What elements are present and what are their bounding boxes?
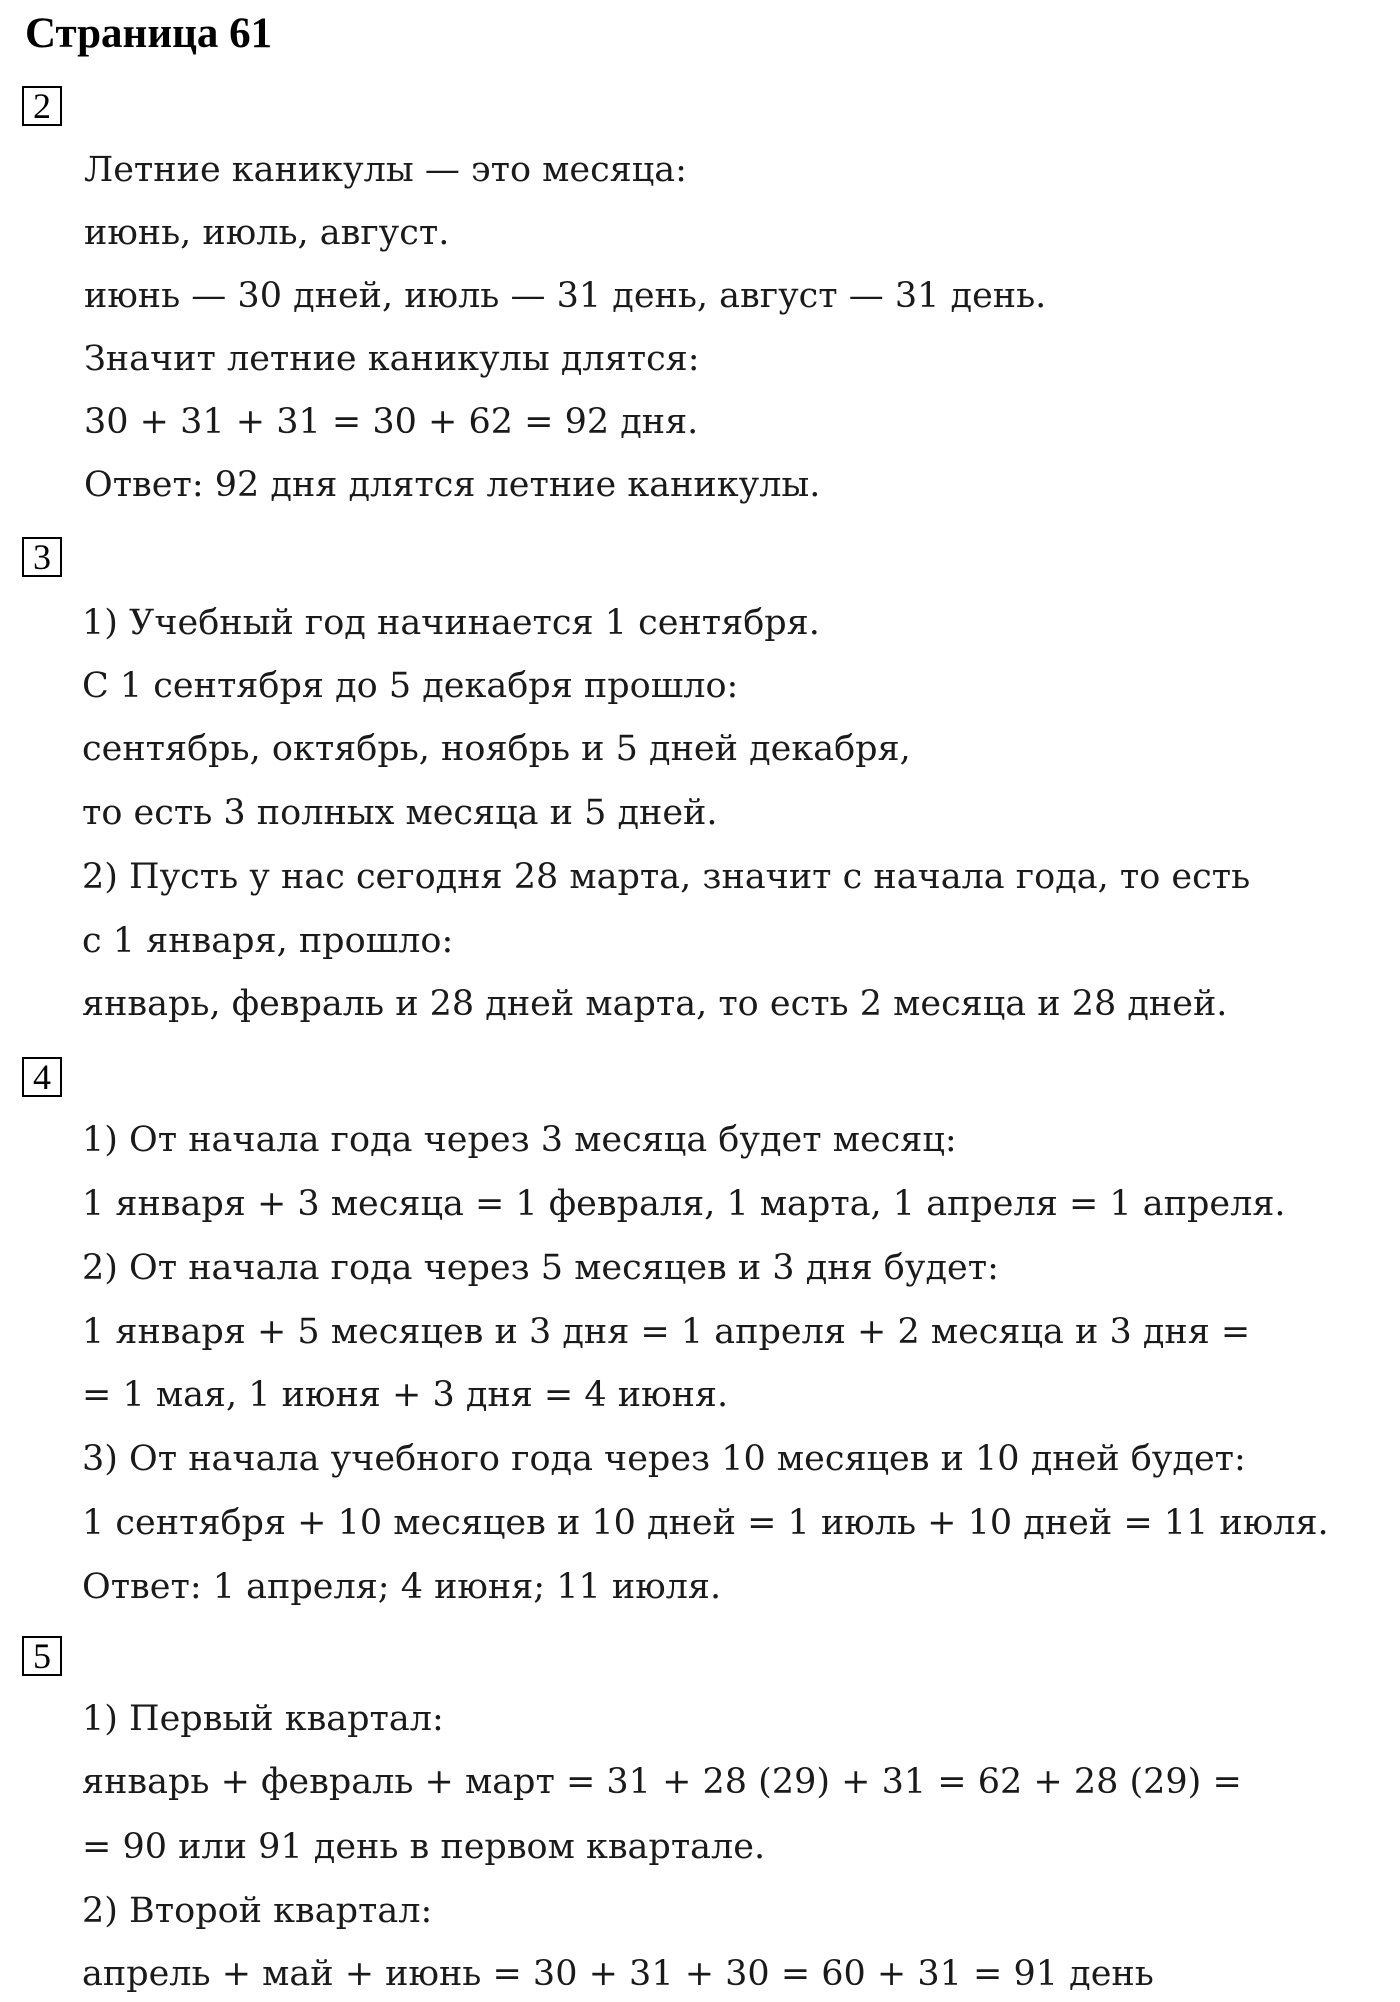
text-line: Ответ: 1 апреля; 4 июня; 11 июля.	[82, 1567, 722, 1607]
page-title: Страница 61	[25, 10, 273, 57]
text-line: 3) От начала учебного года через 10 месяцев и 10 дней будет:	[82, 1439, 1246, 1479]
text-line: = 1 мая, 1 июня + 3 дня = 4 июня.	[82, 1375, 729, 1415]
task-number-box: 4	[22, 1057, 62, 1097]
text-line: 1 января + 5 месяцев и 3 дня = 1 апреля + 2 месяца и 3 дня =	[82, 1312, 1251, 1352]
text-line: 1) Учебный год начинается 1 сентября.	[82, 603, 820, 643]
task-number-box: 5	[22, 1636, 62, 1676]
text-line: 1 сентября + 10 месяцев и 10 дней = 1 июль + 10 дней = 11 июля.	[82, 1503, 1329, 1543]
text-line: с 1 января, прошло:	[82, 921, 454, 961]
text-line: 1) Первый квартал:	[82, 1699, 444, 1739]
text-line: январь, февраль и 28 дней марта, то есть 2 месяца и 28 дней.	[82, 984, 1228, 1024]
text-line: С 1 сентября до 5 декабря прошло:	[82, 666, 739, 706]
text-line: 1) От начала года через 3 месяца будет месяц:	[82, 1120, 957, 1160]
text-line: Ответ: 92 дня длятся летние каникулы.	[84, 465, 821, 505]
text-line: 30 + 31 + 31 = 30 + 62 = 92 дня.	[84, 402, 699, 442]
task-number-box: 3	[22, 537, 62, 577]
text-line: Летние каникулы — это месяца:	[84, 150, 687, 190]
text-line: 2) От начала года через 5 месяцев и 3 дня будет:	[82, 1248, 999, 1288]
text-line: январь + февраль + март = 31 + 28 (29) + 31 = 62 + 28 (29) =	[82, 1762, 1242, 1802]
text-line: 2) Второй квартал:	[82, 1891, 433, 1931]
text-line: то есть 3 полных месяца и 5 дней.	[82, 793, 718, 833]
text-line: 2) Пусть у нас сегодня 28 марта, значит с начала года, то есть	[82, 857, 1251, 897]
text-line: Значит летние каникулы длятся:	[84, 339, 700, 379]
text-line: июнь — 30 дней, июль — 31 день, август — 31 день.	[84, 276, 1047, 316]
text-line: = 90 или 91 день в первом квартале.	[82, 1827, 766, 1867]
text-line: апрель + май + июнь = 30 + 31 + 30 = 60 + 31 = 91 день	[82, 1954, 1154, 1994]
text-line: июнь, июль, август.	[84, 213, 450, 253]
task-number-box: 2	[22, 86, 62, 126]
text-line: 1 января + 3 месяца = 1 февраля, 1 марта, 1 апреля = 1 апреля.	[82, 1184, 1286, 1224]
text-line: сентябрь, октябрь, ноябрь и 5 дней декабря,	[82, 729, 911, 769]
